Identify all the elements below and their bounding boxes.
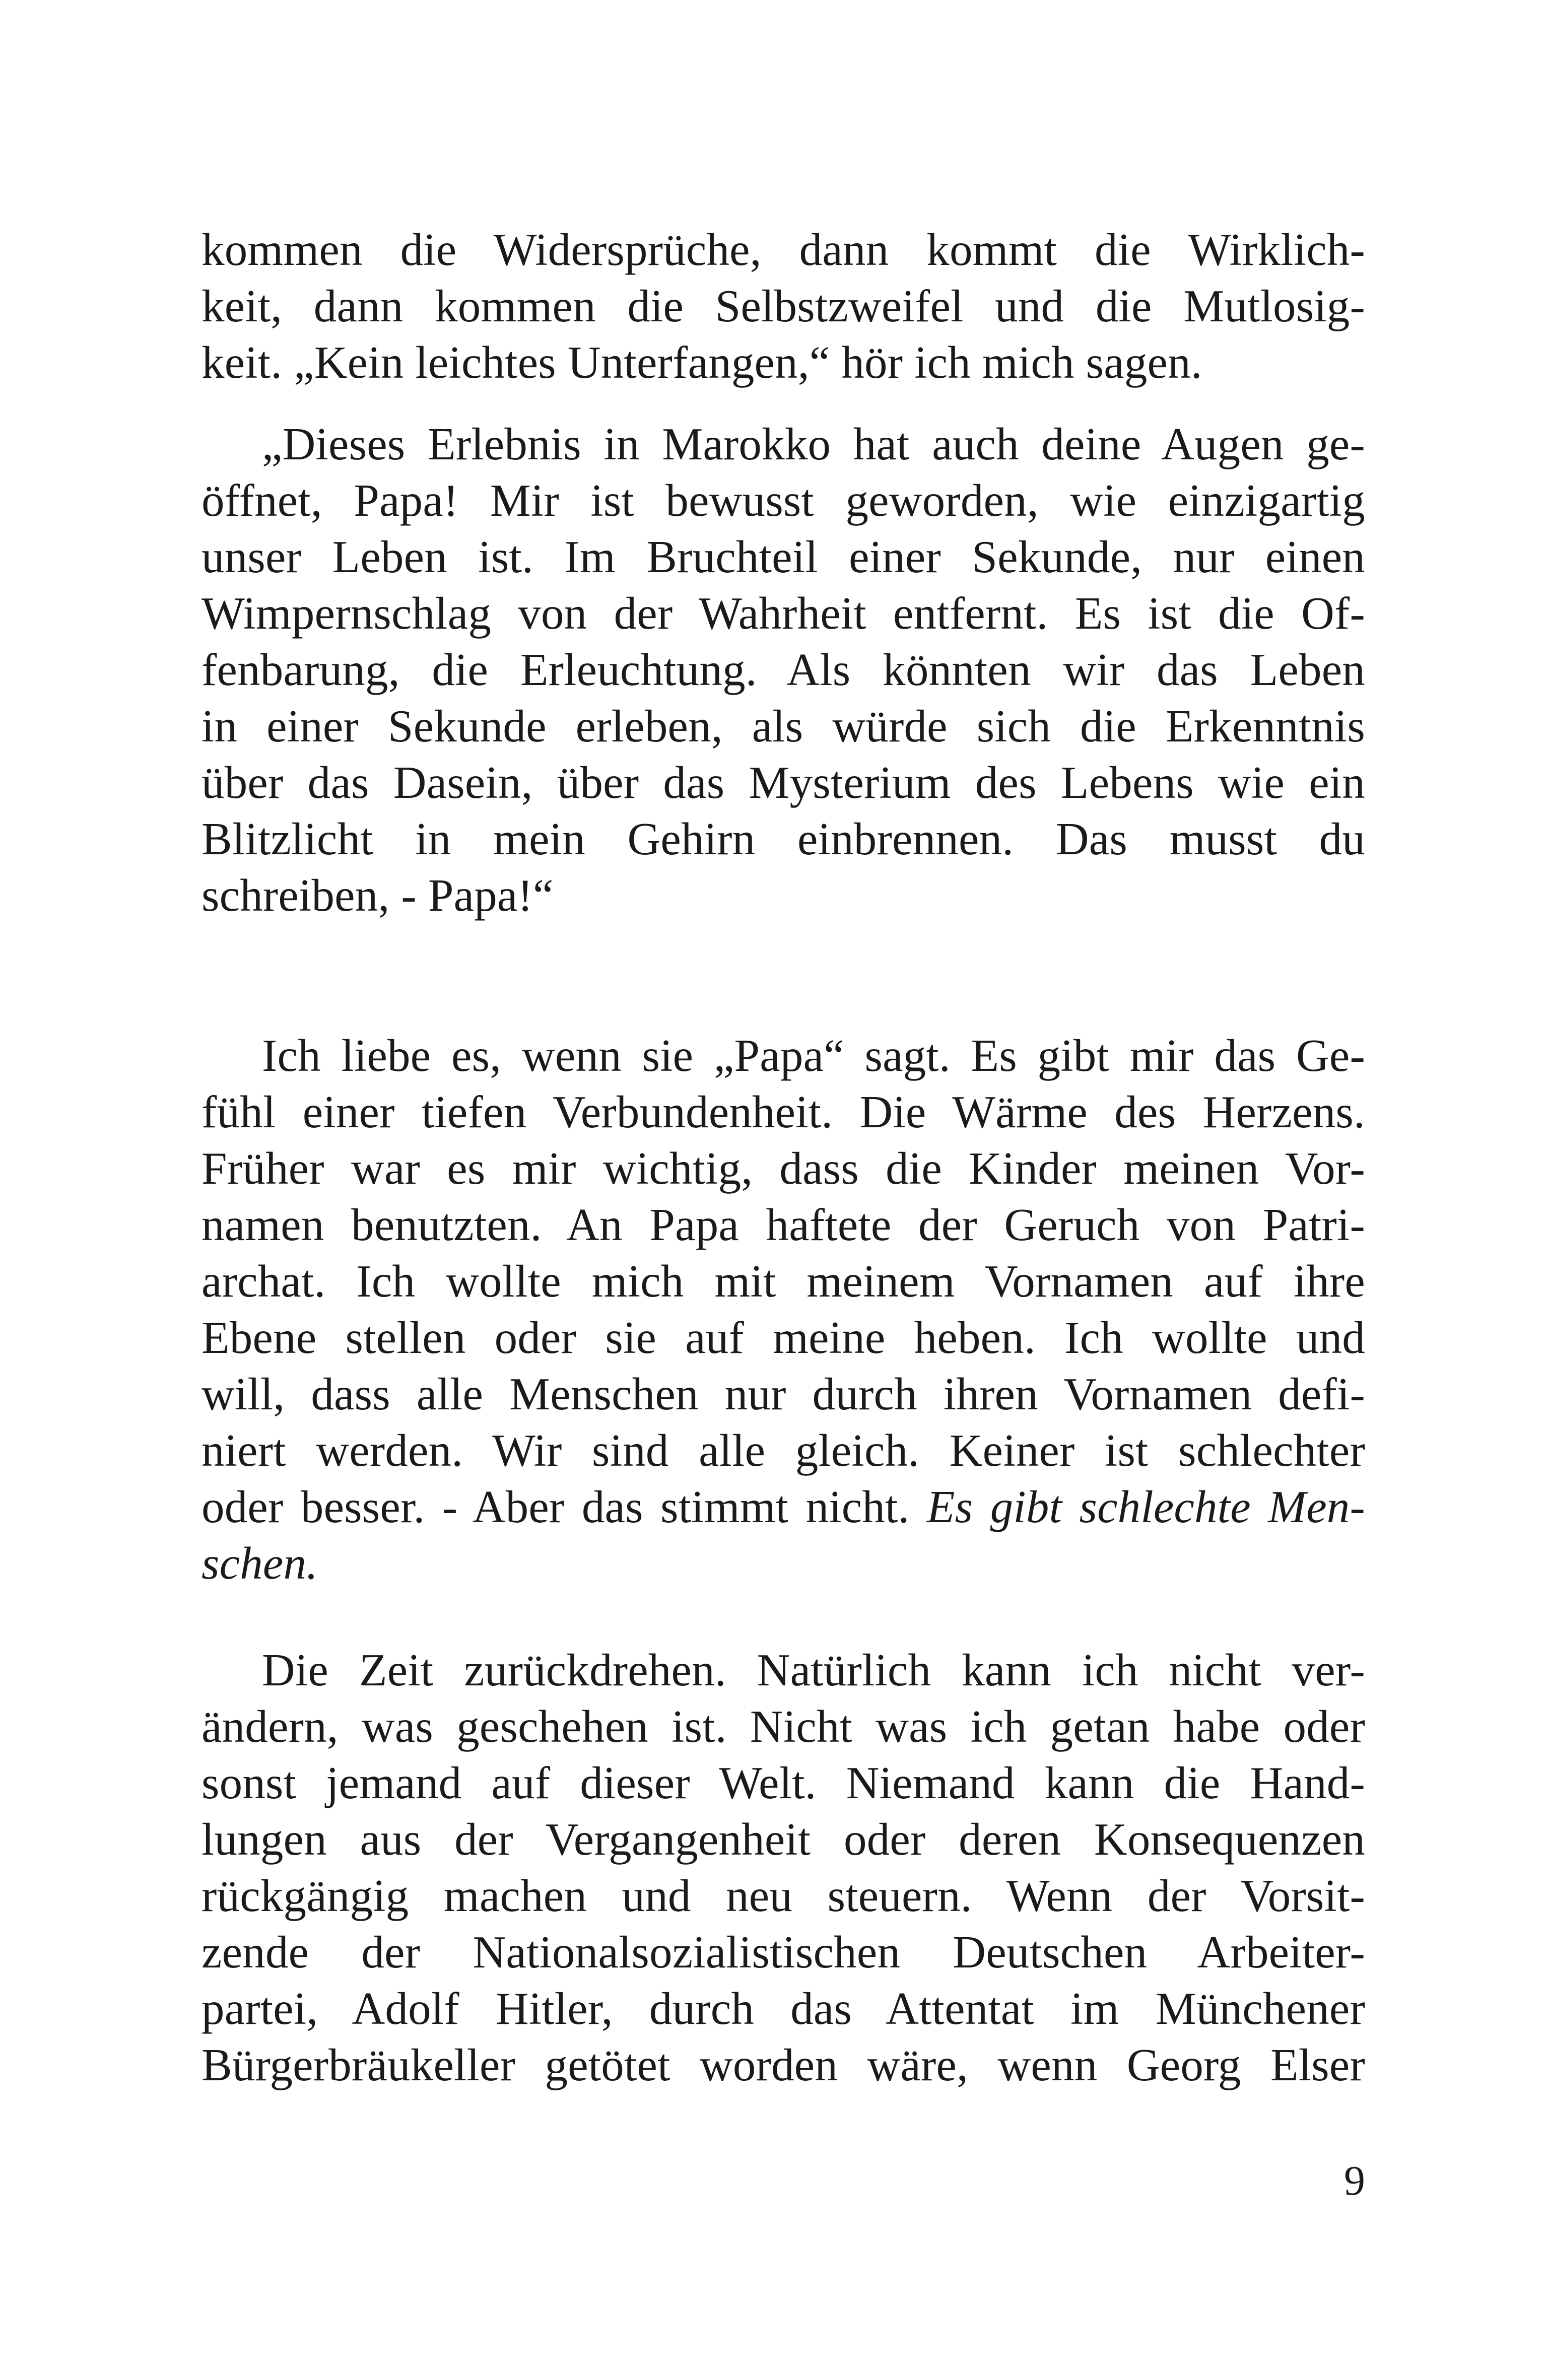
text-line: über das Dasein, über das Mysterium des Lebens wie ein — [201, 757, 1365, 808]
text-line: öffnet, Papa! Mir ist bewusst geworden, wie einzigartig — [201, 475, 1365, 526]
text-line: rückgängig machen und neu steuern. Wenn der Vorsit- — [201, 1870, 1365, 1921]
paragraph-4 — [201, 1642, 1365, 2093]
text-line: in einer Sekunde erleben, als würde sich die Erkenntnis — [201, 701, 1365, 752]
paragraph-2 — [201, 416, 1365, 924]
text-line: Die Zeit zurückdrehen. Natürlich kann ich nicht ver- — [262, 1645, 1365, 1695]
text-line: namen benutzten. An Papa haftete der Geruch von Patri- — [201, 1199, 1365, 1250]
text-line: niert werden. Wir sind alle gleich. Keiner ist schlechter — [201, 1425, 1365, 1476]
italic-text-run: Es gibt schlechte Men- — [926, 1481, 1365, 1532]
text-line: unser Leben ist. Im Bruchteil einer Sekunde, nur einen — [201, 531, 1365, 582]
paragraph-3 — [201, 1028, 1365, 1592]
text-line: Bürgerbräukeller getötet worden wäre, wenn Georg Elser — [201, 2039, 1365, 2090]
text-line: fühl einer tiefen Verbundenheit. Die Wärme des Herzens. — [201, 1086, 1365, 1137]
page-number: 9 — [1344, 2157, 1365, 2204]
text-line: „Dieses Erlebnis in Marokko hat auch deine Augen ge- — [262, 419, 1365, 469]
text-line: sonst jemand auf dieser Welt. Niemand kann die Hand- — [201, 1757, 1365, 1808]
text-line: Wimpernschlag von der Wahrheit entfernt. Es ist die Of- — [201, 588, 1365, 639]
text-line — [201, 1535, 1365, 1592]
text-line: kommen die Widersprüche, dann kommt die Wirklich- — [201, 224, 1365, 275]
text-line: Blitzlicht in mein Gehirn einbrennen. Das musst du — [201, 813, 1365, 864]
text-line: Ich liebe es, wenn sie „Papa“ sagt. Es gibt mir das Ge- — [262, 1030, 1365, 1081]
text-line: ändern, was geschehen ist. Nicht was ich getan habe oder — [201, 1701, 1365, 1752]
text-line: zende der Nationalsozialistischen Deutschen Arbeiter- — [201, 1927, 1365, 1978]
text-line: keit. „Kein leichtes Unterfangen,“ hör ich mich sagen. — [201, 337, 1202, 388]
text-line: partei, Adolf Hitler, durch das Attentat im Münchener — [201, 1983, 1365, 2034]
italic-text-run: schen. — [201, 1538, 318, 1589]
text-line: Früher war es mir wichtig, dass die Kinder meinen Vor- — [201, 1143, 1365, 1194]
text-line: schreiben, - Papa!“ — [201, 870, 554, 921]
text-line: Ebene stellen oder sie auf meine heben. Ich wollte und — [201, 1312, 1365, 1363]
text-line: archat. Ich wollte mich mit meinem Vornamen auf ihre — [201, 1256, 1365, 1307]
text-line-mixed — [201, 1479, 1365, 1535]
text-line: fenbarung, die Erleuchtung. Als könnten wir das Leben — [201, 644, 1365, 695]
paragraph-1 — [201, 222, 1365, 391]
text-line: keit, dann kommen die Selbstzweifel und die Mutlosig- — [201, 281, 1365, 331]
text-line: lungen aus der Vergangenheit oder deren Konsequenzen — [201, 1814, 1365, 1865]
text-line: will, dass alle Menschen nur durch ihren Vornamen defi- — [201, 1369, 1365, 1419]
text-run: oder besser. - Aber das stimmt nicht. — [201, 1481, 910, 1532]
